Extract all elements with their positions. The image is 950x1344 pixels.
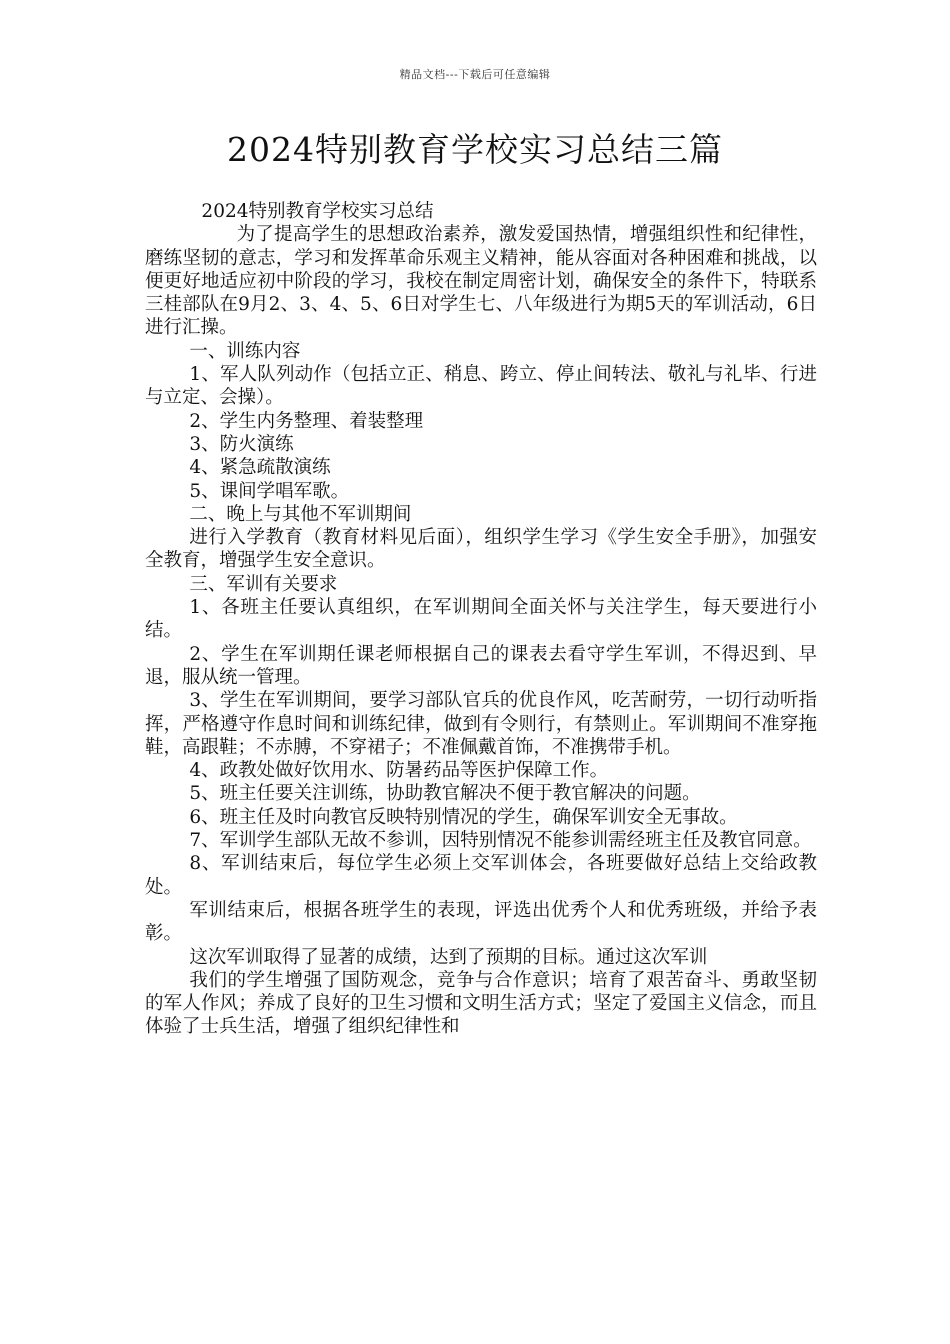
body-paragraph: 军训结束后，根据各班学生的表现，评选出优秀个人和优秀班级，并给予表彰。: [145, 899, 817, 945]
intro-paragraph: 为了提高学生的思想政治素养，激发爱国热情，增强组织性和纪律性，磨练坚韧的意志，学习和发挥革命乐观主义精神，能从容面对各种困难和挑战，以便更好地适应初中阶段的学习，我校在制定周密计划，确保安全的条件下，特联系三桂部队在9月2、3、4、5、6日对学生七、八年级进行为期5天的军训活动，6日进行汇操。: [145, 224, 817, 339]
list-item: 2、学生内务整理、着装整理: [189, 410, 424, 432]
document-title: 2024特别教育学校实习总结三篇: [227, 130, 723, 169]
body-paragraph: 进行入学教育（教育材料见后面），组织学生学习《学生安全手册》，加强安全教育，增强学生安全意识。: [145, 527, 817, 572]
document-body: [145, 200, 817, 1039]
header-note: 精品文档---下载后可任意编辑: [399, 68, 551, 81]
list-item: 4、紧急疏散演练: [189, 457, 331, 479]
list-item: 5、班主任要关注训练，协助教官解决不便于教官解决的问题。: [189, 783, 701, 805]
list-item: 3、学生在军训期间，要学习部队官兵的优良作风，吃苦耐劳，一切行动听指挥，严格遵守作息时间和训练纪律，做到有令则行，有禁则止。军训期间不准穿拖鞋，高跟鞋；不赤膊，不穿裙子；不准佩戴首饰，不准携带手机。: [145, 690, 817, 758]
document-subtitle: 2024特别教育学校实习总结: [201, 201, 434, 222]
section-heading: 一、训练内容: [189, 340, 301, 362]
list-item: 1、各班主任要认真组织，在军训期间全面关怀与关注学生，每天要进行小结。: [145, 597, 817, 642]
section-heading: 三、军训有关要求: [189, 573, 338, 595]
list-item: 1、军人队列动作（包括立正、稍息、跨立、停止间转法、敬礼与礼毕、行进与立定、会操）。: [145, 364, 817, 409]
list-item: 8、军训结束后，每位学生必须上交军训体会，各班要做好总结上交给政教处。: [145, 853, 817, 898]
body-paragraph: 我们的学生增强了国防观念，竞争与合作意识；培育了艰苦奋斗、勇敢坚韧的军人作风；养成了良好的卫生习惯和文明生活方式；坚定了爱国主义信念，而且体验了士兵生活，增强了组织纪律性和: [145, 969, 817, 1038]
body-paragraph: 这次军训取得了显著的成绩，达到了预期的目标。通过这次军训: [189, 946, 708, 968]
list-item: 6、班主任及时向教官反映特别情况的学生，确保军训安全无事故。: [189, 806, 738, 828]
list-item: 3、防火演练: [189, 433, 294, 455]
list-item: 4、政教处做好饮用水、防暑药品等医护保障工作。: [189, 760, 609, 782]
list-item: 5、课间学唱军歌。: [189, 480, 350, 502]
section-heading: 二、晚上与其他不军训期间: [189, 503, 412, 525]
list-item: 2、学生在军训期任课老师根据自己的课表去看守学生军训，不得迟到、早退，服从统一管理。: [145, 643, 817, 688]
list-item: 7、军训学生部队无故不参训，因特别情况不能参训需经班主任及教官同意。: [189, 830, 812, 852]
